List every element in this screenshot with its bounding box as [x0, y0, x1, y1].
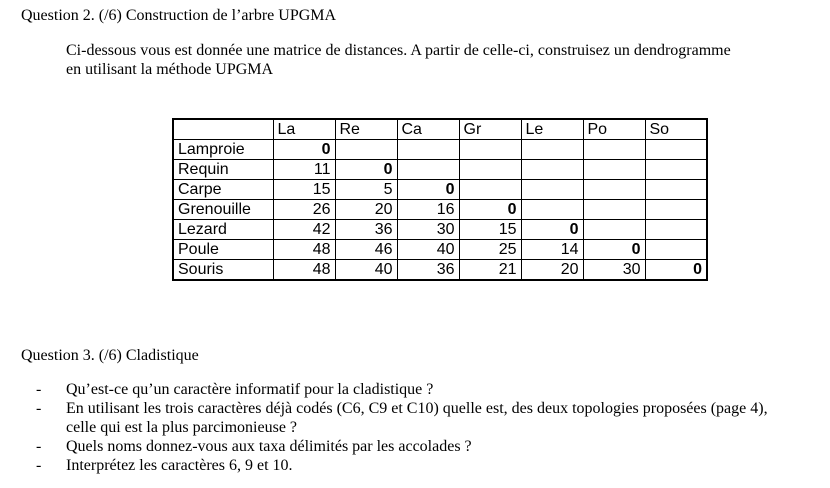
distance-cell [521, 160, 583, 180]
distance-cell: 30 [583, 260, 645, 281]
matrix-header-row [173, 119, 707, 140]
distance-cell: 26 [273, 200, 335, 220]
distance-cell: 5 [335, 180, 397, 200]
list-item [36, 456, 768, 475]
matrix-row [173, 160, 707, 180]
distance-cell [521, 200, 583, 220]
list-item-text: Qu’est-ce qu’un caractère informatif pour la cladistique ? [66, 381, 434, 398]
distance-cell [583, 160, 645, 180]
distance-cell [521, 180, 583, 200]
matrix-row [173, 260, 707, 281]
row-label: Grenouille [173, 200, 273, 220]
list-item [36, 437, 768, 456]
list-item-text: Interprétez les caractères 6, 9 et 10. [66, 457, 293, 474]
distance-cell: 21 [459, 260, 521, 281]
column-header: La [273, 119, 335, 140]
matrix-row [173, 200, 707, 220]
question-2-title: Question 2. (/6) Construction de l’arbre UPGMA [21, 7, 337, 24]
matrix-row [173, 240, 707, 260]
distance-cell: 25 [459, 240, 521, 260]
column-header: Re [335, 119, 397, 140]
row-label: Poule [173, 240, 273, 260]
list-item [36, 399, 768, 437]
column-header: Gr [459, 119, 521, 140]
row-label: Lezard [173, 220, 273, 240]
list-item-text: Quels noms donnez-vous aux taxa délimités par les accolades ? [66, 438, 472, 455]
matrix-row [173, 180, 707, 200]
bullet-dash: - [36, 381, 42, 398]
row-label: Requin [173, 160, 273, 180]
diagonal-cell: 0 [335, 160, 397, 180]
distance-cell: 11 [273, 160, 335, 180]
row-label: Lamproie [173, 140, 273, 160]
distance-cell: 16 [397, 200, 459, 220]
distance-cell: 14 [521, 240, 583, 260]
distance-cell [459, 140, 521, 160]
diagonal-cell: 0 [645, 260, 707, 281]
bullet-dash: - [36, 457, 42, 474]
distance-cell [645, 180, 707, 200]
distance-cell [583, 200, 645, 220]
question-3-title: Question 3. (/6) Cladistique [21, 347, 199, 364]
diagonal-cell: 0 [397, 180, 459, 200]
distance-cell [583, 140, 645, 160]
row-label: Carpe [173, 180, 273, 200]
distance-cell: 36 [335, 220, 397, 240]
distance-cell [645, 140, 707, 160]
distance-matrix [172, 118, 708, 281]
bullet-dash: - [36, 400, 42, 417]
distance-cell: 15 [459, 220, 521, 240]
distance-cell [459, 180, 521, 200]
distance-cell [521, 140, 583, 160]
list-item [36, 380, 768, 399]
distance-cell: 30 [397, 220, 459, 240]
diagonal-cell: 0 [583, 240, 645, 260]
distance-cell: 40 [397, 240, 459, 260]
distance-cell: 20 [335, 200, 397, 220]
distance-cell: 42 [273, 220, 335, 240]
question-3-list [36, 380, 768, 475]
matrix-corner-cell [173, 119, 273, 140]
distance-cell: 46 [335, 240, 397, 260]
list-item-text: celle qui est la plus parcimonieuse ? [66, 419, 298, 436]
distance-cell [397, 140, 459, 160]
distance-cell [645, 200, 707, 220]
distance-cell: 36 [397, 260, 459, 281]
distance-cell: 48 [273, 260, 335, 281]
distance-cell [335, 140, 397, 160]
distance-cell: 48 [273, 240, 335, 260]
column-header: Ca [397, 119, 459, 140]
distance-cell: 40 [335, 260, 397, 281]
distance-cell: 15 [273, 180, 335, 200]
distance-cell [645, 160, 707, 180]
distance-cell [397, 160, 459, 180]
column-header: So [645, 119, 707, 140]
bullet-dash: - [36, 438, 42, 455]
distance-cell [459, 160, 521, 180]
column-header: Po [583, 119, 645, 140]
diagonal-cell: 0 [273, 140, 335, 160]
diagonal-cell: 0 [521, 220, 583, 240]
distance-cell: 20 [521, 260, 583, 281]
row-label: Souris [173, 260, 273, 281]
distance-cell [583, 180, 645, 200]
instructions-line-2: en utilisant la méthode UPGMA [66, 61, 274, 78]
distance-cell [645, 240, 707, 260]
instructions-line-1: Ci-dessous vous est donnée une matrice de distances. A partir de celle-ci, construisez un dendrogramme [66, 42, 731, 59]
matrix-row [173, 140, 707, 160]
list-item-text: En utilisant les trois caractères déjà codés (C6, C9 et C10) quelle est, des deux topologies proposées (page 4), [66, 400, 768, 417]
matrix-row [173, 220, 707, 240]
diagonal-cell: 0 [459, 200, 521, 220]
question-2-instructions [66, 41, 731, 79]
column-header: Le [521, 119, 583, 140]
distance-cell [645, 220, 707, 240]
distance-cell [583, 220, 645, 240]
